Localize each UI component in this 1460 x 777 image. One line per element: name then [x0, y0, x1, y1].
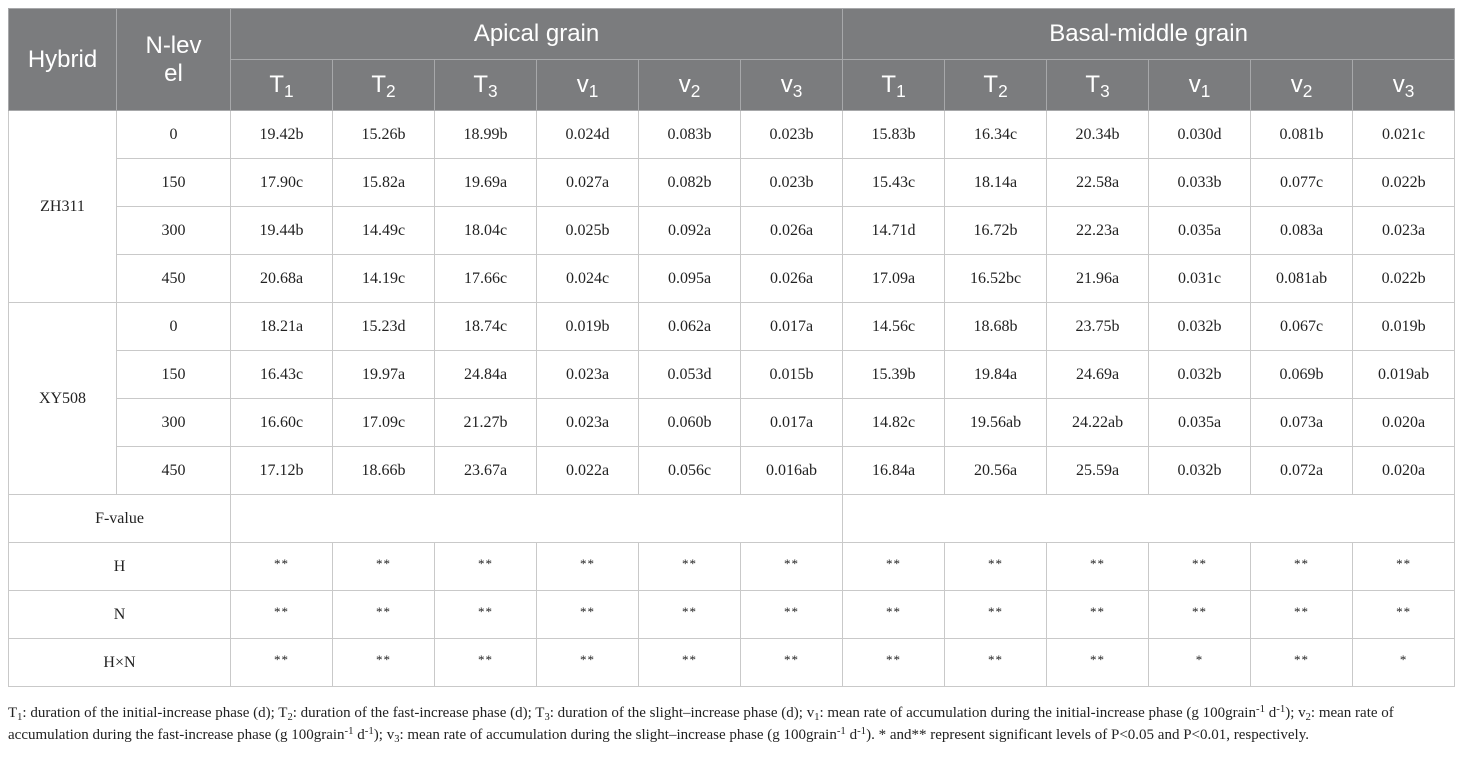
significance-stars: ** — [988, 603, 1004, 619]
footnote-superscript: -1 — [857, 725, 867, 738]
n-level-cell: 0 — [117, 111, 231, 159]
basal-value-cell: 0.072a — [1251, 447, 1353, 495]
apical-value-cell: 17.09c — [333, 399, 435, 447]
basal-value-cell: 0.019ab — [1353, 351, 1455, 399]
significance-cell — [231, 639, 333, 687]
n-level-cell: 150 — [117, 351, 231, 399]
stats-row — [9, 591, 1455, 639]
significance-stars: ** — [580, 603, 595, 619]
basal-value-cell: 0.035a — [1149, 207, 1251, 255]
significance-cell — [945, 639, 1047, 687]
significance-cell — [333, 639, 435, 687]
footnote-subscript: 1 — [814, 711, 820, 723]
basal-value-cell: 16.34c — [945, 111, 1047, 159]
n-level-cell: 150 — [117, 159, 231, 207]
basal-value-cell: 0.022b — [1353, 255, 1455, 303]
header-apical-t3: $T_3$ — [435, 60, 537, 111]
apical-value-cell: 0.026a — [741, 255, 843, 303]
apical-value-cell: 0.024c — [537, 255, 639, 303]
basal-value-cell: 22.58a — [1047, 159, 1149, 207]
apical-value-cell: 16.43c — [231, 351, 333, 399]
stats-label: H — [9, 543, 231, 591]
subscript: 1 — [284, 80, 294, 101]
n-level-cell: 0 — [117, 303, 231, 351]
apical-value-cell: 14.49c — [333, 207, 435, 255]
basal-value-cell: 23.75b — [1047, 303, 1149, 351]
significance-stars: ** — [682, 651, 697, 667]
header-apical-t1: $T_1$ — [231, 60, 333, 111]
significance-cell — [1251, 591, 1353, 639]
data-table — [8, 8, 1455, 687]
apical-value-cell: 15.23d — [333, 303, 435, 351]
significance-cell — [639, 543, 741, 591]
significance-cell — [537, 639, 639, 687]
header-apical-v1: $v_1$ — [537, 60, 639, 111]
significance-stars: ** — [1294, 603, 1310, 619]
significance-cell — [435, 591, 537, 639]
stats-row — [9, 639, 1455, 687]
header-basal-middle-grain: Basal-middle grain — [843, 9, 1455, 60]
footnote-superscript: -1 — [364, 725, 374, 738]
significance-cell — [741, 543, 843, 591]
significance-cell — [843, 591, 945, 639]
significance-stars: ** — [988, 651, 1004, 667]
significance-stars: ** — [682, 603, 697, 619]
significance-cell — [1251, 543, 1353, 591]
apical-value-cell: 0.083b — [639, 111, 741, 159]
significance-stars: ** — [886, 603, 902, 619]
apical-value-cell: 0.053d — [639, 351, 741, 399]
basal-value-cell: 15.83b — [843, 111, 945, 159]
apical-value-cell: 0.027a — [537, 159, 639, 207]
basal-value-cell: 14.56c — [843, 303, 945, 351]
hybrid-cell: ZH311 — [9, 111, 117, 303]
apical-value-cell: 0.016ab — [741, 447, 843, 495]
basal-value-cell: 20.56a — [945, 447, 1047, 495]
apical-value-cell: 15.26b — [333, 111, 435, 159]
subscript: 3 — [792, 80, 803, 101]
apical-value-cell: 24.84a — [435, 351, 537, 399]
table-footnote: $T_1$: duration of the initial-increase phase (d); $T_2$: duration of the fast-increase phase (d); $T_3$: duration of the slight–increase phase (d); $v_1$: mean rate of accumulation during the initial-increase phase (g 100grain$^{-1}$ $d^{-1}$); $v_2$: mean rate of accumulation during the fast-increase phase (g 100grain$^{-1}$ $d^{-1}$); $v_3$: mean rate of accumulation during the slight–increase phase (g 100grain$^{-1}$ $d^{-1}$). * and** represent significant levels of P<0.05 and P<0.01, respectively. — [8, 703, 1394, 745]
apical-value-cell: 18.66b — [333, 447, 435, 495]
header-apical-v2: $v_2$ — [639, 60, 741, 111]
basal-value-cell: 25.59a — [1047, 447, 1149, 495]
significance-stars: ** — [478, 555, 493, 571]
table-row — [9, 351, 1455, 399]
table-row — [9, 399, 1455, 447]
subscript: 1 — [588, 80, 599, 101]
significance-stars: ** — [682, 555, 697, 571]
apical-value-cell: 17.90c — [231, 159, 333, 207]
basal-value-cell: 0.077c — [1251, 159, 1353, 207]
significance-stars: ** — [1090, 555, 1106, 571]
significance-stars: ** — [376, 555, 391, 571]
significance-cell — [843, 543, 945, 591]
significance-stars: ** — [886, 555, 902, 571]
n-level-cell: 300 — [117, 207, 231, 255]
subscript: 2 — [386, 80, 396, 101]
basal-value-cell: 24.22ab — [1047, 399, 1149, 447]
significance-cell — [945, 591, 1047, 639]
significance-cell — [843, 639, 945, 687]
footnote-subscript: 2 — [287, 711, 293, 723]
basal-value-cell: 0.033b — [1149, 159, 1251, 207]
basal-value-cell: 20.34b — [1047, 111, 1149, 159]
footnote-superscript: -1 — [1276, 703, 1286, 716]
apical-value-cell: 14.19c — [333, 255, 435, 303]
apical-value-cell: 19.69a — [435, 159, 537, 207]
footnote-subscript: 3 — [544, 711, 550, 723]
significance-stars: ** — [784, 651, 800, 667]
significance-stars: ** — [784, 603, 800, 619]
apical-value-cell: 0.023b — [741, 159, 843, 207]
significance-cell — [537, 543, 639, 591]
subscript: 2 — [998, 80, 1008, 101]
n-level-cell: 300 — [117, 399, 231, 447]
stats-label: H×N — [9, 639, 231, 687]
subscript: 3 — [1100, 80, 1110, 101]
table-row — [9, 159, 1455, 207]
basal-value-cell: 0.021c — [1353, 111, 1455, 159]
basal-value-cell: 18.14a — [945, 159, 1047, 207]
significance-stars: ** — [580, 651, 595, 667]
significance-stars: ** — [784, 555, 800, 571]
basal-value-cell: 0.023a — [1353, 207, 1455, 255]
header-apical-grain: Apical grain — [231, 9, 843, 60]
significance-cell — [639, 639, 741, 687]
basal-value-cell: 0.081b — [1251, 111, 1353, 159]
subscript: 1 — [896, 80, 906, 101]
footnote-subscript: 2 — [1305, 711, 1311, 723]
apical-value-cell: 0.025b — [537, 207, 639, 255]
header-basal-t2: $T_2$ — [945, 60, 1047, 111]
significance-cell — [1149, 543, 1251, 591]
header-n-level-text: N-level — [145, 31, 202, 87]
basal-value-cell: 0.032b — [1149, 351, 1251, 399]
basal-value-cell: 16.72b — [945, 207, 1047, 255]
apical-value-cell: 17.12b — [231, 447, 333, 495]
apical-value-cell: 0.092a — [639, 207, 741, 255]
table-row — [9, 303, 1455, 351]
significance-cell — [333, 543, 435, 591]
basal-value-cell: 0.020a — [1353, 399, 1455, 447]
subscript: 3 — [488, 80, 498, 101]
apical-value-cell: 15.82a — [333, 159, 435, 207]
header-n-level — [117, 9, 231, 111]
apical-value-cell: 18.21a — [231, 303, 333, 351]
apical-value-cell: 0.015b — [741, 351, 843, 399]
stats-label: N — [9, 591, 231, 639]
significance-stars: ** — [1396, 603, 1412, 619]
basal-value-cell: 15.43c — [843, 159, 945, 207]
apical-value-cell: 0.022a — [537, 447, 639, 495]
basal-value-cell: 19.56ab — [945, 399, 1047, 447]
significance-stars: ** — [1192, 555, 1208, 571]
footnote-subscript: 1 — [17, 711, 23, 723]
n-level-cell: 450 — [117, 447, 231, 495]
significance-stars: ** — [1396, 555, 1412, 571]
header-basal-t3: $T_3$ — [1047, 60, 1149, 111]
apical-value-cell: 0.023a — [537, 399, 639, 447]
apical-value-cell: 16.60c — [231, 399, 333, 447]
significance-cell — [435, 639, 537, 687]
significance-stars: * — [1195, 651, 1204, 667]
subscript: 2 — [690, 80, 701, 101]
footnote-superscript: -1 — [344, 725, 354, 738]
significance-cell — [1353, 639, 1455, 687]
significance-cell — [231, 591, 333, 639]
apical-value-cell: 19.42b — [231, 111, 333, 159]
fvalue-basal-empty — [843, 495, 1455, 543]
significance-stars: ** — [478, 603, 493, 619]
basal-value-cell: 0.031c — [1149, 255, 1251, 303]
basal-value-cell: 0.035a — [1149, 399, 1251, 447]
apical-value-cell: 18.74c — [435, 303, 537, 351]
significance-cell — [231, 543, 333, 591]
basal-value-cell: 0.069b — [1251, 351, 1353, 399]
apical-value-cell: 0.060b — [639, 399, 741, 447]
apical-value-cell: 0.019b — [537, 303, 639, 351]
apical-value-cell: 17.66c — [435, 255, 537, 303]
apical-value-cell: 0.095a — [639, 255, 741, 303]
significance-stars: ** — [376, 651, 391, 667]
stats-row — [9, 543, 1455, 591]
significance-cell — [1149, 639, 1251, 687]
n-level-cell: 450 — [117, 255, 231, 303]
significance-cell — [537, 591, 639, 639]
significance-stars: ** — [274, 603, 289, 619]
significance-cell — [1353, 543, 1455, 591]
significance-cell — [1047, 639, 1149, 687]
apical-value-cell: 0.026a — [741, 207, 843, 255]
basal-value-cell: 0.083a — [1251, 207, 1353, 255]
significance-stars: ** — [274, 651, 289, 667]
significance-stars: ** — [376, 603, 391, 619]
significance-stars: ** — [1294, 555, 1310, 571]
basal-value-cell: 0.022b — [1353, 159, 1455, 207]
basal-value-cell: 16.52bc — [945, 255, 1047, 303]
header-basal-v2: $v_2$ — [1251, 60, 1353, 111]
significance-stars: ** — [886, 651, 902, 667]
basal-value-cell: 14.71d — [843, 207, 945, 255]
apical-value-cell: 23.67a — [435, 447, 537, 495]
fvalue-label: F-value — [9, 495, 231, 543]
apical-value-cell: 20.68a — [231, 255, 333, 303]
apical-value-cell: 0.062a — [639, 303, 741, 351]
footnote-superscript: -1 — [836, 725, 846, 738]
significance-stars: ** — [1294, 651, 1310, 667]
table-row — [9, 111, 1455, 159]
subscript: 3 — [1404, 80, 1415, 101]
apical-value-cell: 0.082b — [639, 159, 741, 207]
basal-value-cell: 0.020a — [1353, 447, 1455, 495]
header-basal-t1: $T_1$ — [843, 60, 945, 111]
significance-cell — [1251, 639, 1353, 687]
basal-value-cell: 0.081ab — [1251, 255, 1353, 303]
header-hybrid: Hybrid — [9, 9, 117, 111]
apical-value-cell: 18.04c — [435, 207, 537, 255]
significance-stars: ** — [1090, 651, 1106, 667]
significance-cell — [741, 639, 843, 687]
significance-cell — [945, 543, 1047, 591]
table-row — [9, 255, 1455, 303]
significance-cell — [435, 543, 537, 591]
basal-value-cell: 21.96a — [1047, 255, 1149, 303]
basal-value-cell: 0.032b — [1149, 303, 1251, 351]
significance-cell — [741, 591, 843, 639]
basal-value-cell: 0.032b — [1149, 447, 1251, 495]
header-apical-t2: $T_2$ — [333, 60, 435, 111]
footnote-superscript: -1 — [1255, 703, 1265, 716]
significance-stars: ** — [1192, 603, 1208, 619]
apical-value-cell: 0.024d — [537, 111, 639, 159]
apical-value-cell: 19.97a — [333, 351, 435, 399]
apical-value-cell: 0.023a — [537, 351, 639, 399]
basal-value-cell: 22.23a — [1047, 207, 1149, 255]
significance-cell — [1047, 543, 1149, 591]
basal-value-cell: 0.030d — [1149, 111, 1251, 159]
fvalue-row — [9, 495, 1455, 543]
basal-value-cell: 0.073a — [1251, 399, 1353, 447]
basal-value-cell: 14.82c — [843, 399, 945, 447]
header-apical-v3: $v_3$ — [741, 60, 843, 111]
apical-value-cell: 21.27b — [435, 399, 537, 447]
header-basal-v1: $v_1$ — [1149, 60, 1251, 111]
apical-value-cell: 18.99b — [435, 111, 537, 159]
header-basal-v3: $v_3$ — [1353, 60, 1455, 111]
significance-cell — [1047, 591, 1149, 639]
significance-stars: ** — [580, 555, 595, 571]
significance-cell — [1353, 591, 1455, 639]
table-body — [9, 111, 1455, 687]
apical-value-cell: 0.023b — [741, 111, 843, 159]
apical-value-cell: 0.017a — [741, 399, 843, 447]
significance-cell — [1149, 591, 1251, 639]
subscript: 1 — [1200, 80, 1211, 101]
significance-stars: ** — [478, 651, 493, 667]
basal-value-cell: 19.84a — [945, 351, 1047, 399]
basal-value-cell: 0.067c — [1251, 303, 1353, 351]
apical-value-cell: 19.44b — [231, 207, 333, 255]
basal-value-cell: 18.68b — [945, 303, 1047, 351]
significance-stars: ** — [988, 555, 1004, 571]
basal-value-cell: 0.019b — [1353, 303, 1455, 351]
apical-value-cell: 0.056c — [639, 447, 741, 495]
basal-value-cell: 15.39b — [843, 351, 945, 399]
significance-cell — [639, 591, 741, 639]
table-row — [9, 207, 1455, 255]
significance-cell — [333, 591, 435, 639]
basal-value-cell: 24.69a — [1047, 351, 1149, 399]
basal-value-cell: 16.84a — [843, 447, 945, 495]
footnote-subscript: 3 — [394, 733, 400, 745]
basal-value-cell: 17.09a — [843, 255, 945, 303]
significance-stars: ** — [1090, 603, 1106, 619]
fvalue-apical-empty — [231, 495, 843, 543]
hybrid-cell: XY508 — [9, 303, 117, 495]
table-row — [9, 447, 1455, 495]
significance-stars: ** — [274, 555, 289, 571]
significance-stars: * — [1399, 651, 1408, 667]
apical-value-cell: 0.017a — [741, 303, 843, 351]
subscript: 2 — [1302, 80, 1313, 101]
